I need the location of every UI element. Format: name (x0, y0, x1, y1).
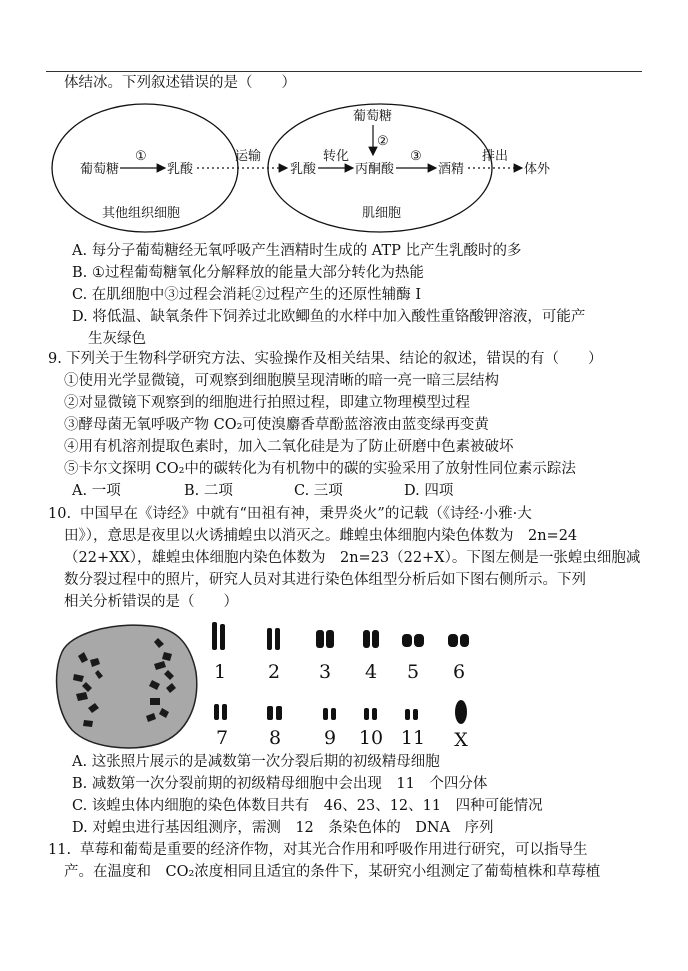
q10-stem-line-4: 数分裂过程中的照片，研究人员对其进行染色体组型分析后如下图右侧所示。下列 (64, 572, 586, 588)
q10-option-c: C. 该蝗虫体内细胞的染色体数目共有 46、23、12、11 四种可能情况 (72, 798, 543, 814)
karyo-label-7: 7 (215, 727, 229, 749)
metabolism-diagram (50, 95, 590, 235)
karyo-label-3: 3 (318, 661, 332, 683)
karyo-label-6: 6 (452, 661, 466, 683)
q9-stem: 下列关于生物科学研究方法、实验操作及相关结果、结论的叙述，错误的有（ ） (66, 351, 603, 367)
q8-stem-tail: 体结冰。下列叙述错误的是（ ） (64, 75, 296, 91)
excrete-label: 排出 (482, 149, 509, 164)
q10-option-d: D. 对蝗虫进行基因组测序，需测 12 条染色体的 DNA 序列 (72, 820, 494, 836)
karyo-label-11: 11 (400, 727, 426, 749)
karyo-label-4: 4 (364, 661, 378, 683)
q10-number: 10. (48, 506, 72, 522)
q10-option-b: B. 减数第一次分裂前期的初级精母细胞中会出现 11 个四分体 (72, 776, 488, 792)
right-lactate: 乳酸 (290, 162, 317, 177)
q9-number: 9. (48, 351, 62, 367)
q8-option-d: D. 将低温、缺氧条件下饲养过北欧鲫鱼的水样中加入酸性重铬酸钾溶液，可能产 (72, 309, 586, 325)
karyo-label-2: 2 (267, 661, 281, 683)
karyo-label-8: 8 (268, 727, 282, 749)
karyo-label-1: 1 (213, 661, 227, 683)
step-3: ③ (410, 149, 422, 164)
karyo-label-x: X (454, 729, 468, 751)
karyo-label-10: 10 (358, 727, 384, 749)
q11-stem-line-2: 产。在温度和 CO₂浓度相同且适宜的条件下，某研究小组测定了葡萄植株和草莓植 (64, 864, 601, 880)
q10-stem-line-3: （22+XX），雄蝗虫体细胞内染色体数为 2n=23（22+X）。下图左侧是一张蝗虫细胞减 (64, 550, 641, 566)
right-glucose: 葡萄糖 (353, 109, 393, 124)
karyotype-chromosomes (212, 622, 469, 724)
q8-option-b: B. ①过程葡萄糖氧化分解释放的能量大部分转化为热能 (72, 265, 424, 281)
karyo-label-9: 9 (323, 727, 337, 749)
q9-option-b: B. 二项 (184, 483, 233, 499)
q9-item-3: ③酵母菌无氧呼吸产物 CO₂可使溴麝香草酚蓝溶液由蓝变绿再变黄 (64, 417, 489, 433)
karyo-label-5: 5 (406, 661, 420, 683)
transport-label: 运输 (235, 149, 262, 164)
right-cell-label: 肌细胞 (362, 206, 402, 221)
cell-photo (57, 625, 197, 748)
q8-option-a: A. 每分子葡萄糖经无氧呼吸产生酒精时生成的 ATP 比产生乳酸时的多 (72, 243, 522, 259)
ethanol: 酒精 (438, 162, 465, 177)
step-2: ② (377, 134, 389, 149)
step-1: ① (135, 149, 147, 164)
q11-stem-line-1: 草莓和葡萄是重要的经济作物，对其光合作用和呼吸作用进行研究，可以指导生 (80, 842, 588, 858)
q10-stem-line-5: 相关分析错误的是（ ） (64, 594, 238, 610)
q9-item-4: ④用有机溶剂提取色素时，加入二氧化硅是为了防止研磨中色素被破坏 (64, 439, 514, 455)
q9-item-5: ⑤卡尔文探明 CO₂中的碳转化为有机物中的碳的实验采用了放射性同位素示踪法 (64, 461, 576, 477)
outside-label: 体外 (524, 162, 551, 177)
q11-number: 11. (48, 842, 72, 858)
q9-option-c: C. 三项 (294, 483, 343, 499)
header-rule (46, 71, 642, 72)
pyruvate: 丙酮酸 (355, 162, 395, 177)
q9-option-d: D. 四项 (404, 483, 454, 499)
left-lactate: 乳酸 (167, 162, 194, 177)
locust-karyotype-figure (50, 612, 490, 752)
q8-option-c: C. 在肌细胞中③过程会消耗②过程产生的还原性辅酶 I (72, 287, 422, 303)
q9-item-2: ②对显微镜下观察到的细胞进行拍照过程，即建立物理模型过程 (64, 395, 470, 411)
q9-option-a: A. 一项 (72, 483, 121, 499)
q8-option-d-cont: 生灰绿色 (88, 331, 146, 347)
q9-item-1: ①使用光学显微镜，可观察到细胞膜呈现清晰的暗一亮一暗三层结构 (64, 373, 499, 389)
q10-stem-line-2: 田》），意思是夜里以火诱捕蝗虫以消灭之。雌蝗虫体细胞内染色体数为 2n=24 (64, 528, 578, 544)
left-cell-label: 其他组织细胞 (102, 206, 181, 221)
convert-label: 转化 (323, 149, 350, 164)
q10-option-a: A. 这张照片展示的是减数第一次分裂后期的初级精母细胞 (72, 754, 440, 770)
q10-stem-line-1: 中国早在《诗经》中就有“田祖有神，秉畀炎火”的记载（《诗经·小雅·大 (80, 506, 532, 522)
left-glucose: 葡萄糖 (80, 162, 120, 177)
